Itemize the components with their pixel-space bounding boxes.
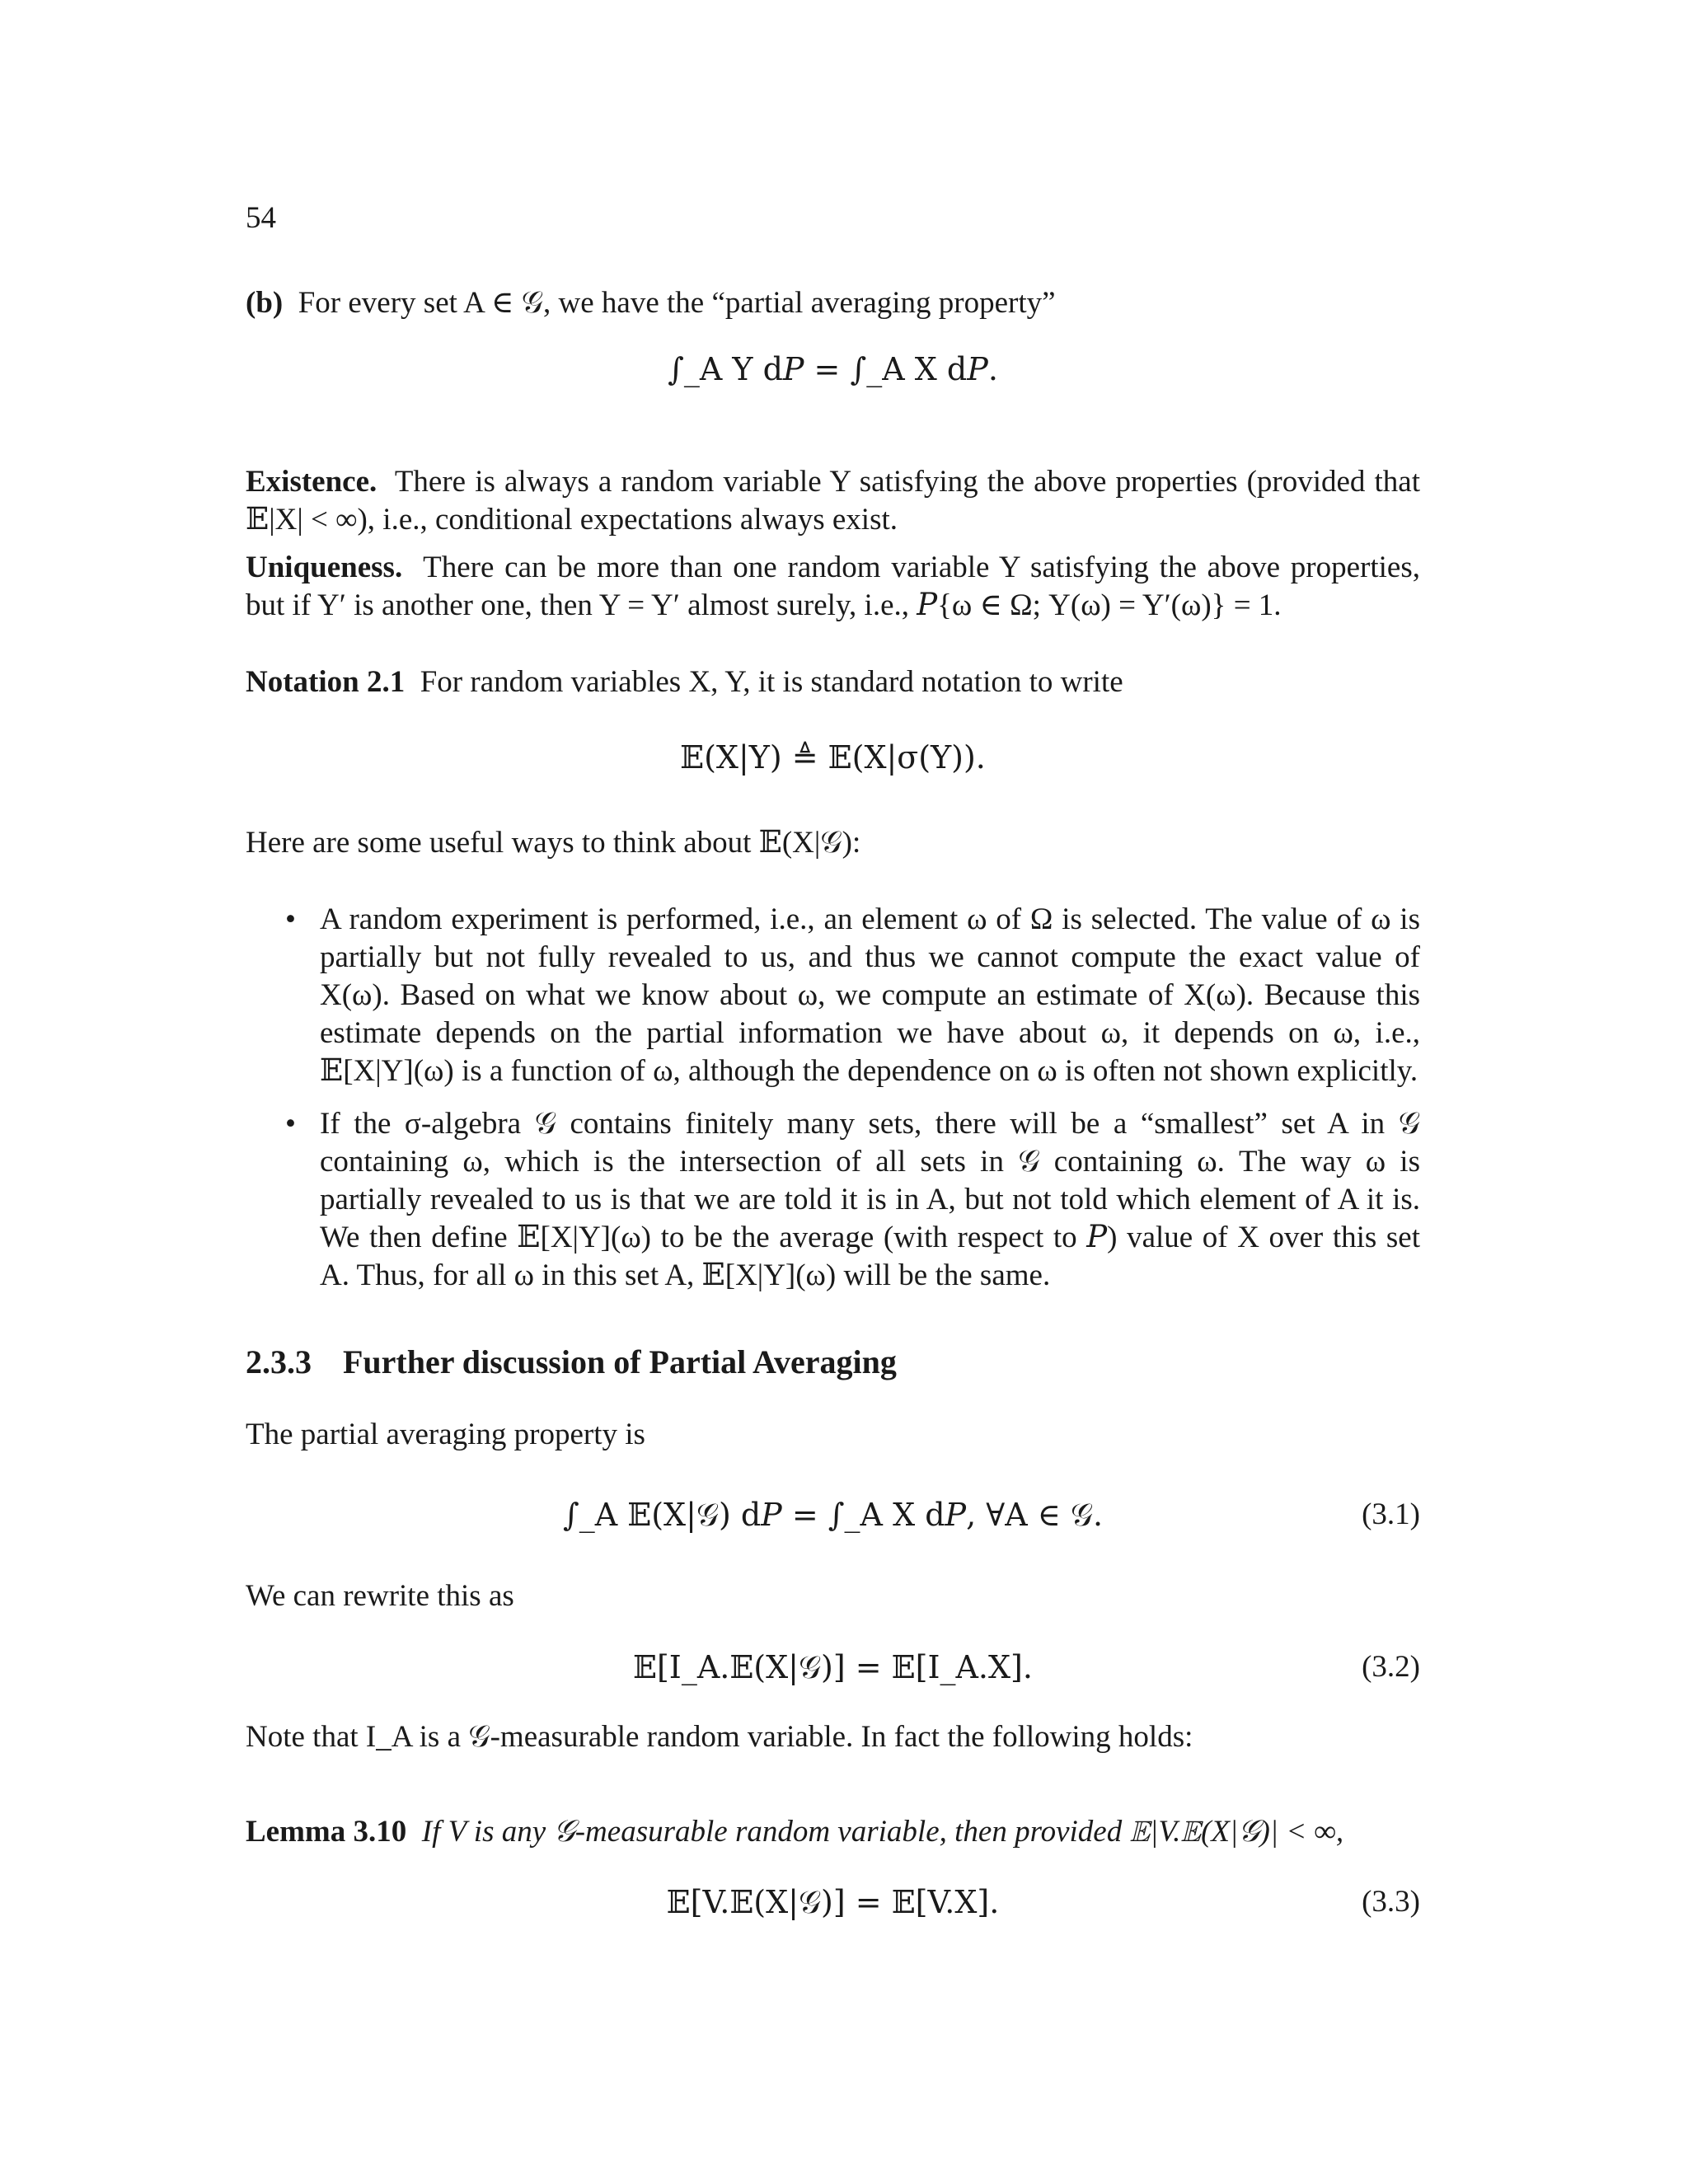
notation-formula: 𝔼(X|Y) ≜ 𝔼(X|σ(Y)). xyxy=(680,739,986,776)
equation-text: 𝔼[V.𝔼(X|𝒢)] = 𝔼[V.X]. xyxy=(666,1884,1000,1920)
note-paragraph xyxy=(246,1718,1420,1756)
section-intro-text: The partial averaging property is xyxy=(246,1418,645,1451)
equation-number: (3.3) xyxy=(1362,1885,1420,1919)
equation-text: ∫_A Y d𝑃 = ∫_A X d𝑃. xyxy=(668,351,998,387)
partial-averaging-intro xyxy=(246,284,1420,322)
lemma-label: Lemma 3.10 xyxy=(246,1815,407,1849)
lemma-text: If V is any 𝒢-measurable random variable, then provided 𝔼|V.𝔼(X|𝒢)| < ∞, xyxy=(421,1815,1344,1849)
equation-3-1 xyxy=(246,1496,1420,1534)
notation-paragraph xyxy=(246,663,1420,701)
uniqueness-paragraph xyxy=(246,549,1420,625)
partial-averaging-text: For every set A ∈ 𝒢, we have the “partial averaging property” xyxy=(298,286,1056,320)
equation-notation xyxy=(246,738,1420,776)
rewrite-text: We can rewrite this as xyxy=(246,1579,514,1613)
list-item xyxy=(285,901,1420,1090)
section-title-text: Further discussion of Partial Averaging xyxy=(343,1343,897,1380)
section-heading xyxy=(246,1343,897,1381)
ways-intro-text: Here are some useful ways to think about 𝔼(X|𝒢): xyxy=(246,826,861,860)
note-text: Note that I_A is a 𝒢-measurable random variable. In fact the following holds: xyxy=(246,1720,1193,1754)
equation-text: ∫_A 𝔼(X|𝒢) d𝑃 = ∫_A X d𝑃, ∀A ∈ 𝒢. xyxy=(562,1497,1104,1533)
page-number: 54 xyxy=(246,201,276,235)
lemma-paragraph xyxy=(246,1813,1420,1851)
equation-number: (3.1) xyxy=(1362,1497,1420,1531)
existence-label: Existence. xyxy=(246,465,377,499)
existence-paragraph xyxy=(246,463,1420,539)
bullet-text: If the σ-algebra 𝒢 contains finitely many sets, there will be a “smallest” set A in 𝒢 containing ω, which is the intersection of all sets in 𝒢 containing ω. The way ω is partially revealed to us is that we are told it is in A, but not told which element of A it is. We then define 𝔼[X|Y](ω) to be the average (with respect to 𝑃) value of X over this set A. Thus, for all ω in this set A, 𝔼[X|Y](ω) will be the same. xyxy=(320,1107,1420,1292)
section-title xyxy=(246,1343,897,1381)
uniqueness-text: There can be more than one random variable Y satisfying the above properties, but if Y′ is another one, then Y = Y′ almost surely, i.e., 𝑃{ω ∈ Ω; Y(ω) = Y′(ω)} = 1. xyxy=(246,551,1420,622)
uniqueness-label: Uniqueness. xyxy=(246,551,403,584)
bullet-list xyxy=(285,901,1420,1310)
existence-text: There is always a random variable Y satisfying the above properties (provided that 𝔼|X| < ∞), i.e., conditional expectations always exist. xyxy=(246,465,1420,537)
notation-label: Notation 2.1 xyxy=(246,665,406,699)
equation-3-2 xyxy=(246,1648,1420,1686)
bullet-text: A random experiment is performed, i.e., an element ω of Ω is selected. The value of ω is partially but not fully revealed to us, and thus we cannot compute the exact value of X(ω). Based on what we know about ω, we compute an estimate of X(ω). Because this estimate depends on the partial information we have about ω, it depends on ω, i.e., 𝔼[X|Y](ω) is a function of ω, although the dependence on ω is often not shown explicitly. xyxy=(320,902,1420,1088)
section-number: 2.3.3 xyxy=(246,1343,312,1380)
ways-intro xyxy=(246,824,1420,862)
list-item xyxy=(285,1105,1420,1295)
bullet-dot-icon: • xyxy=(285,1107,296,1141)
item-label: (b) xyxy=(246,286,284,320)
equation-3-3 xyxy=(246,1883,1420,1921)
equation-text: 𝔼[I_A.𝔼(X|𝒢)] = 𝔼[I_A.X]. xyxy=(633,1649,1033,1685)
rewrite-paragraph xyxy=(246,1577,1420,1615)
equation-partial-averaging xyxy=(246,350,1420,388)
bullet-dot-icon: • xyxy=(285,902,296,936)
equation-number: (3.2) xyxy=(1362,1650,1420,1684)
section-intro xyxy=(246,1416,1420,1454)
notation-text: For random variables X, Y, it is standard notation to write xyxy=(420,665,1123,699)
